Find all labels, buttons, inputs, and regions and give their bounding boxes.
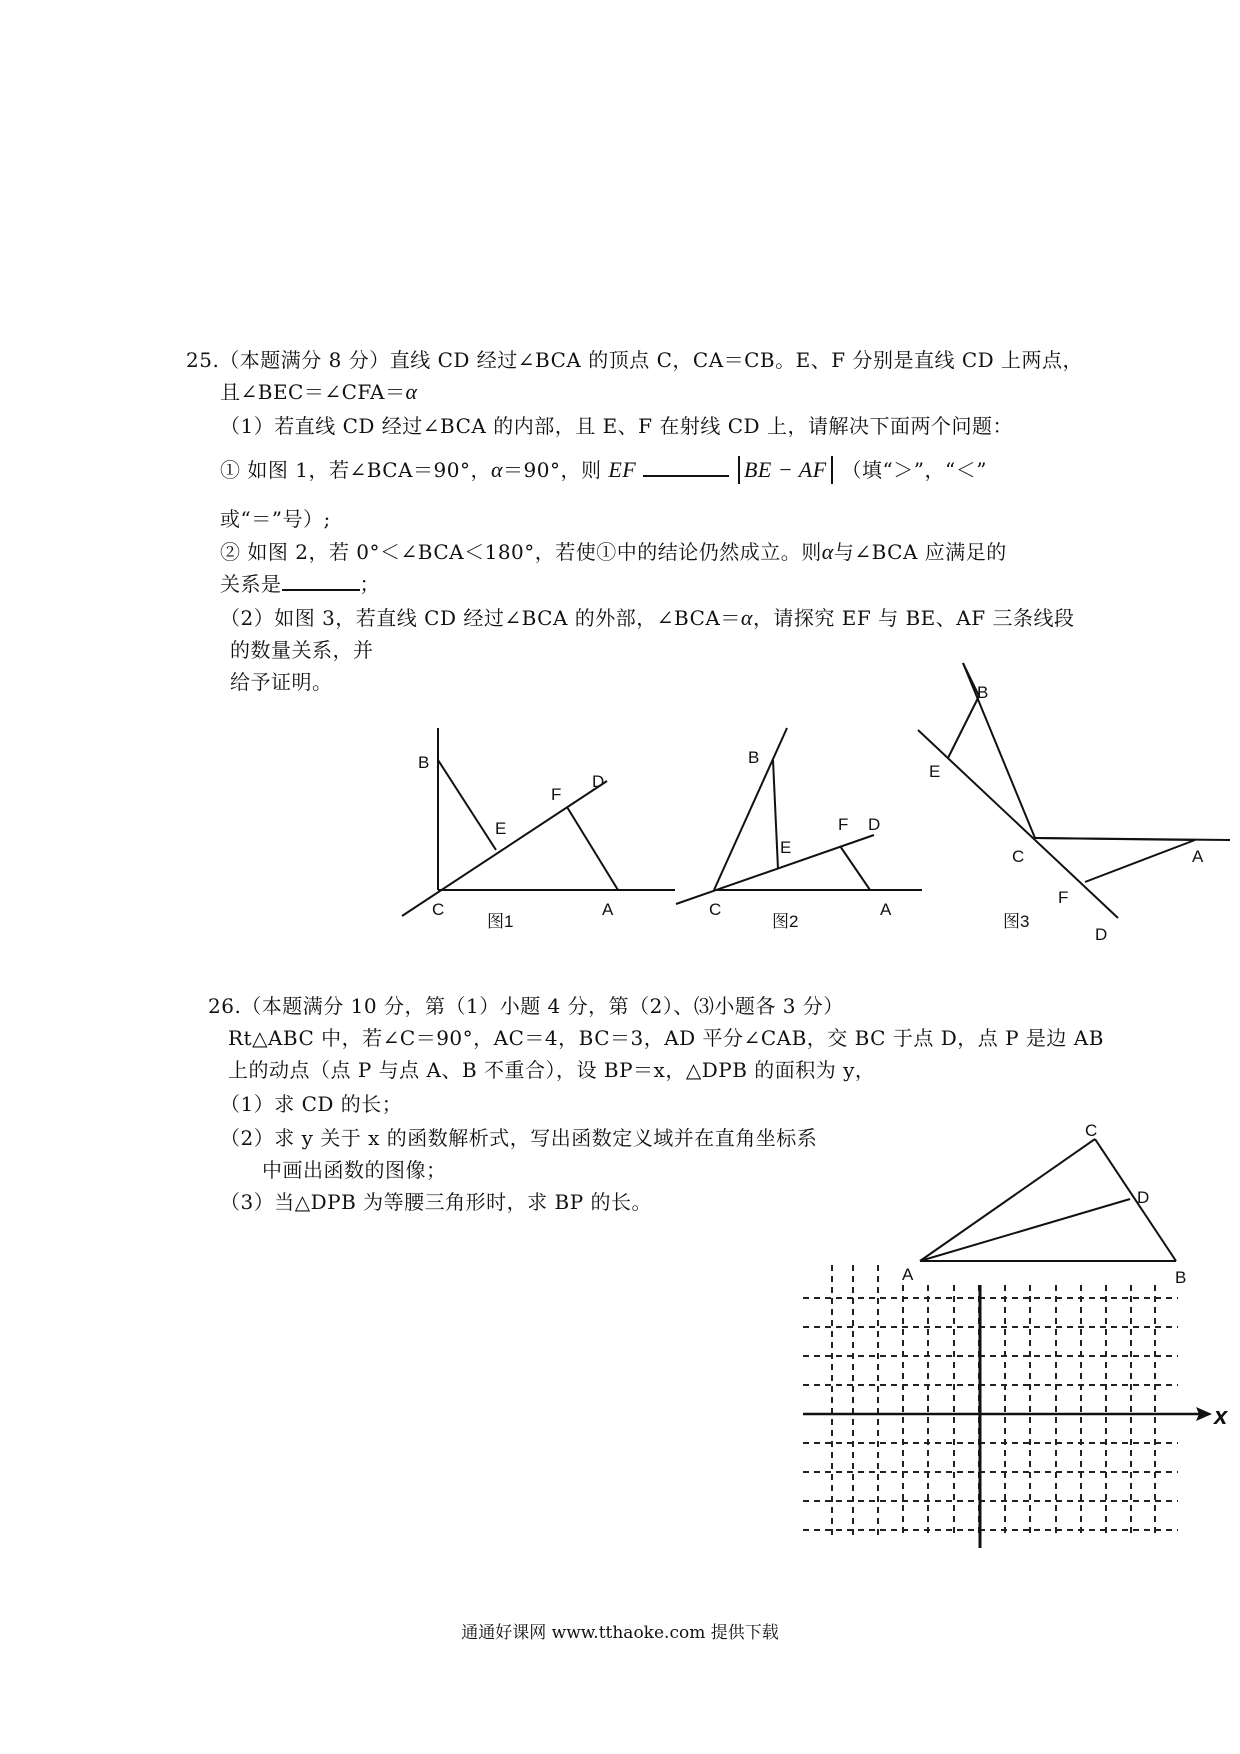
fig2-label-f: F xyxy=(838,815,849,834)
q26-sub3: （3）当△DPB 为等腰三角形时，求 BP 的长。 xyxy=(220,1190,653,1214)
q25-heading: 25.（本题满分 8 分）直线 CD 经过∠BCA 的顶点 C，CA＝CB。E、F 分别是直线 CD 上两点， xyxy=(186,348,1084,372)
fig2-label-e: E xyxy=(780,838,792,857)
q25-sub1-cont: 或“＝”号）; xyxy=(220,507,331,531)
triangle-label-c: C xyxy=(1085,1121,1098,1140)
alpha-symbol: α xyxy=(490,457,504,482)
fig1-caption: 图1 xyxy=(487,912,514,931)
q25-part2-cont2: 给予证明。 xyxy=(230,670,333,694)
fig1-label-b: B xyxy=(418,753,430,772)
q26-line2: 上的动点（点 P 与点 A、B 不重合），设 BP＝x，△DPB 的面积为 y， xyxy=(228,1058,876,1082)
figure-3 xyxy=(918,663,1230,918)
fig2-label-a: A xyxy=(880,900,892,919)
fig1-label-a: A xyxy=(602,900,614,919)
fig3-label-e: E xyxy=(929,762,941,781)
q26-sub2-cont: 中画出函数的图像； xyxy=(262,1158,447,1182)
ef-expression: EF xyxy=(608,457,637,482)
fig1-label-c: C xyxy=(432,900,445,919)
q26-heading: 26.（本题满分 10 分，第（1）小题 4 分，第（2）、⑶小题各 3 分） xyxy=(208,994,844,1018)
fig2-caption: 图2 xyxy=(772,912,799,931)
fig2-label-b: B xyxy=(748,748,760,767)
fig3-label-a: A xyxy=(1192,847,1204,866)
q25-sub2-text-d: ； xyxy=(359,572,380,596)
fig3-label-c: C xyxy=(1012,847,1025,866)
q26-line1: Rt△ABC 中，若∠C＝90°，AC＝4，BC＝3，AD 平分∠CAB，交 BC 于点 D，点 P 是边 AB xyxy=(228,1026,1104,1050)
fig3-label-b: B xyxy=(977,683,989,702)
triangle-label-a: A xyxy=(902,1265,914,1284)
fig1-label-e: E xyxy=(495,819,507,838)
figure-1 xyxy=(402,728,675,916)
alpha-symbol: α xyxy=(740,605,753,630)
q25-sub2-text-b: 与∠BCA 应满足的 xyxy=(833,540,1007,564)
q25-sub2-text-c: 关系是 xyxy=(220,572,282,596)
q26-sub1: （1）求 CD 的长； xyxy=(220,1092,403,1116)
figure-2 xyxy=(676,728,922,904)
fig2-label-d: D xyxy=(868,815,881,834)
fig3-label-d: D xyxy=(1095,925,1108,944)
q25-part2-text-b: ，请探究 EF 与 BE、AF 三条线段 xyxy=(752,606,1075,630)
alpha-symbol: α xyxy=(821,539,834,564)
coordinate-grid xyxy=(803,1265,1178,1535)
x-axis-label: x xyxy=(1214,1403,1228,1430)
q25-sub1-text-c: （填“＞”，“＜” xyxy=(841,458,987,482)
fig2-label-c: C xyxy=(709,900,722,919)
triangle-label-d: D xyxy=(1137,1188,1150,1207)
q25-sub2-text-a: ② 如图 2，若 0°＜∠BCA＜180°，若使①中的结论仍然成立。则 xyxy=(220,540,822,564)
q25-part2-text-a: （2）如图 3，若直线 CD 经过∠BCA 的外部，∠BCA＝ xyxy=(220,606,741,630)
q25-sub1-text-a: ① 如图 1，若∠BCA＝90°， xyxy=(220,458,491,482)
q25-part1: （1）若直线 CD 经过∠BCA 的内部，且 E、F 在射线 CD 上，请解决下面两个问题： xyxy=(220,414,1013,438)
fig3-label-f: F xyxy=(1058,888,1069,907)
q25-sub1-text-b: ＝90°，则 xyxy=(503,458,602,482)
footer-credit: 通通好课网 www.tthaoke.com 提供下载 xyxy=(461,1623,779,1643)
abs-be-af-expression: BE − AF xyxy=(738,456,833,484)
q26-sub2: （2）求 y 关于 x 的函数解析式，写出函数定义域并在直角坐标系 xyxy=(220,1126,818,1150)
fig1-label-f: F xyxy=(551,785,562,804)
triangle-label-b: B xyxy=(1175,1268,1187,1287)
q25-condition-text: 且∠BEC＝∠CFA＝ xyxy=(220,380,406,404)
fig1-label-d: D xyxy=(592,772,605,791)
q25-part2-cont: 的数量关系，并 xyxy=(230,638,374,662)
fig3-caption: 图3 xyxy=(1003,912,1030,931)
alpha-symbol: α xyxy=(405,379,418,404)
